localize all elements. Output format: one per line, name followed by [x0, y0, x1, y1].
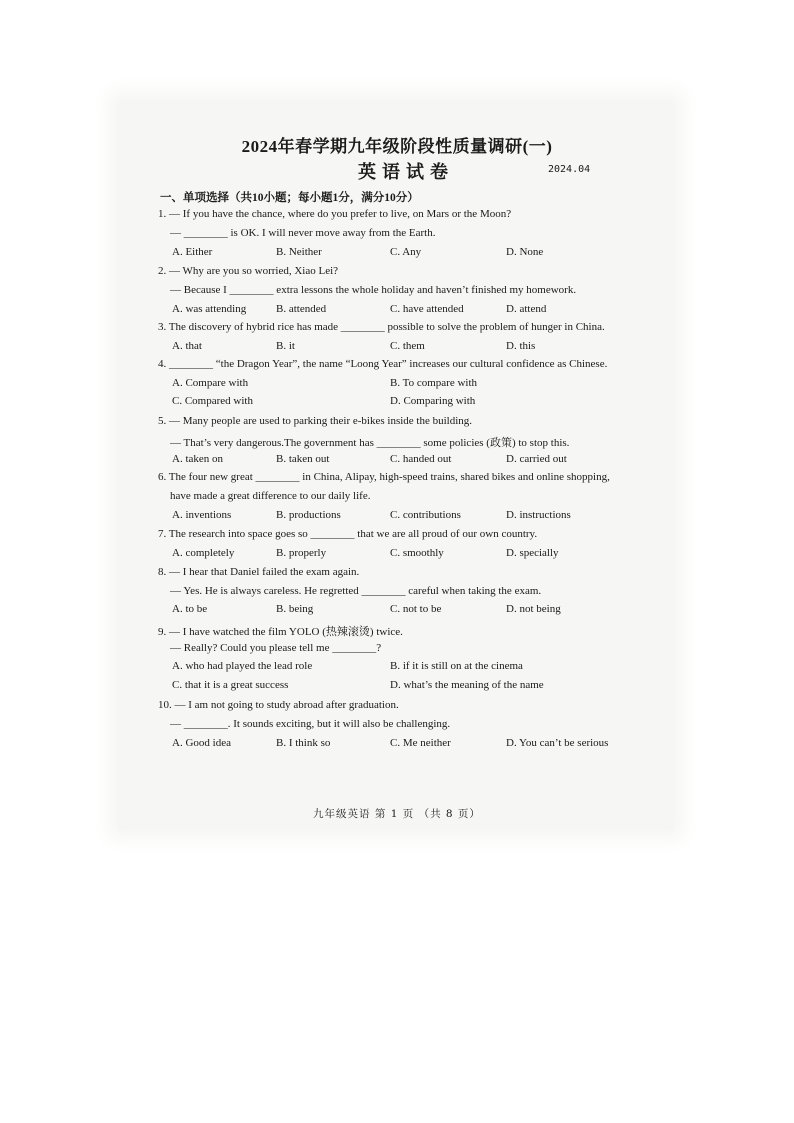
- question-6-option-d: D. instructions: [506, 509, 571, 521]
- question-2-option-d: D. attend: [506, 303, 547, 315]
- exam-title: 2024年春学期九年级阶段性质量调研(一): [241, 137, 553, 156]
- question-5-option-c: C. handed out: [390, 453, 452, 465]
- question-2-response: — Because I ________ extra lessons the whole holiday and haven’t finished my homework.: [170, 284, 577, 296]
- question-9-option-b: B. if it is still on at the cinema: [390, 660, 523, 672]
- question-3-option-c: C. them: [390, 340, 425, 352]
- page-footer: 九年级英语 第 1 页 （共 8 页）: [313, 808, 481, 820]
- question-9-stem: 9. — I have watched the film YOLO (热辣滚烫) twice.: [158, 626, 403, 638]
- question-6-stem: 6. The four new great ________ in China, Alipay, high-speed trains, shared bikes and online shopping,: [158, 471, 610, 483]
- question-2-stem: 2. — Why are you so worried, Xiao Lei?: [158, 265, 339, 277]
- question-7-option-d: D. specially: [506, 547, 559, 559]
- question-10-stem: 10. — I am not going to study abroad after graduation.: [158, 699, 399, 711]
- question-5-response: — That’s very dangerous.The government has ________ some policies (政策) to stop this.: [170, 437, 570, 449]
- question-8-option-a: A. to be: [172, 603, 208, 615]
- question-5-option-d: D. carried out: [506, 453, 567, 465]
- question-5-option-b: B. taken out: [276, 453, 330, 465]
- question-3-option-b: B. it: [276, 340, 295, 352]
- question-4-option-b: B. To compare with: [390, 377, 478, 389]
- question-4-option-a: A. Compare with: [172, 377, 249, 389]
- question-3-option-d: D. this: [506, 340, 536, 352]
- question-9-option-a: A. who had played the lead role: [172, 660, 313, 672]
- question-6-option-c: C. contributions: [390, 509, 461, 521]
- question-1-option-d: D. None: [506, 246, 544, 258]
- question-3-option-a: A. that: [172, 340, 202, 352]
- question-6-stem-cont: have made a great difference to our daily life.: [170, 490, 371, 502]
- question-10-option-d: D. You can’t be serious: [506, 737, 609, 749]
- section-heading: 一、单项选择（共10小题；每小题1分，满分10分）: [160, 192, 419, 204]
- question-6-option-a: A. inventions: [172, 509, 232, 521]
- question-7-stem: 7. The research into space goes so ________ that we are all proud of our own country.: [158, 528, 538, 540]
- question-1-stem: 1. — If you have the chance, where do you prefer to live, on Mars or the Moon?: [158, 208, 512, 220]
- question-10-option-a: A. Good idea: [172, 737, 231, 749]
- question-7-option-b: B. properly: [276, 547, 327, 559]
- question-4-stem: 4. ________ “the Dragon Year”, the name “Loong Year” increases our cultural confidence as Chinese.: [158, 358, 608, 370]
- question-8-response: — Yes. He is always careless. He regretted ________ careful when taking the exam.: [170, 585, 542, 597]
- question-8-stem: 8. — I hear that Daniel failed the exam again.: [158, 566, 360, 578]
- question-3-stem: 3. The discovery of hybrid rice has made ________ possible to solve the problem of hunger in China.: [158, 321, 605, 333]
- question-1-response: — ________ is OK. I will never move away from the Earth.: [170, 227, 436, 239]
- question-9-option-d: D. what’s the meaning of the name: [390, 679, 544, 691]
- question-10-response: — ________. It sounds exciting, but it will also be challenging.: [170, 718, 451, 730]
- question-8-option-d: D. not being: [506, 603, 561, 615]
- question-6-option-b: B. productions: [276, 509, 341, 521]
- question-9-response: — Really? Could you please tell me ________?: [170, 642, 382, 654]
- question-8-option-b: B. being: [276, 603, 314, 615]
- question-4-option-c: C. Compared with: [172, 395, 253, 407]
- question-9-option-c: C. that it is a great success: [172, 679, 289, 691]
- exam-date: 2024.04: [548, 164, 591, 175]
- question-1-option-b: B. Neither: [276, 246, 322, 258]
- question-2-option-a: A. was attending: [172, 303, 247, 315]
- question-8-option-c: C. not to be: [390, 603, 442, 615]
- exam-subtitle: 英语试卷: [358, 162, 454, 182]
- question-2-option-b: B. attended: [276, 303, 327, 315]
- question-1-option-a: A. Either: [172, 246, 213, 258]
- question-5-option-a: A. taken on: [172, 453, 224, 465]
- question-5-stem: 5. — Many people are used to parking their e-bikes inside the building.: [158, 415, 473, 427]
- question-2-option-c: C. have attended: [390, 303, 464, 315]
- question-7-option-c: C. smoothly: [390, 547, 444, 559]
- question-4-option-d: D. Comparing with: [390, 395, 476, 407]
- question-1-option-c: C. Any: [390, 246, 422, 258]
- question-10-option-c: C. Me neither: [390, 737, 451, 749]
- question-7-option-a: A. completely: [172, 547, 235, 559]
- question-10-option-b: B. I think so: [276, 737, 331, 749]
